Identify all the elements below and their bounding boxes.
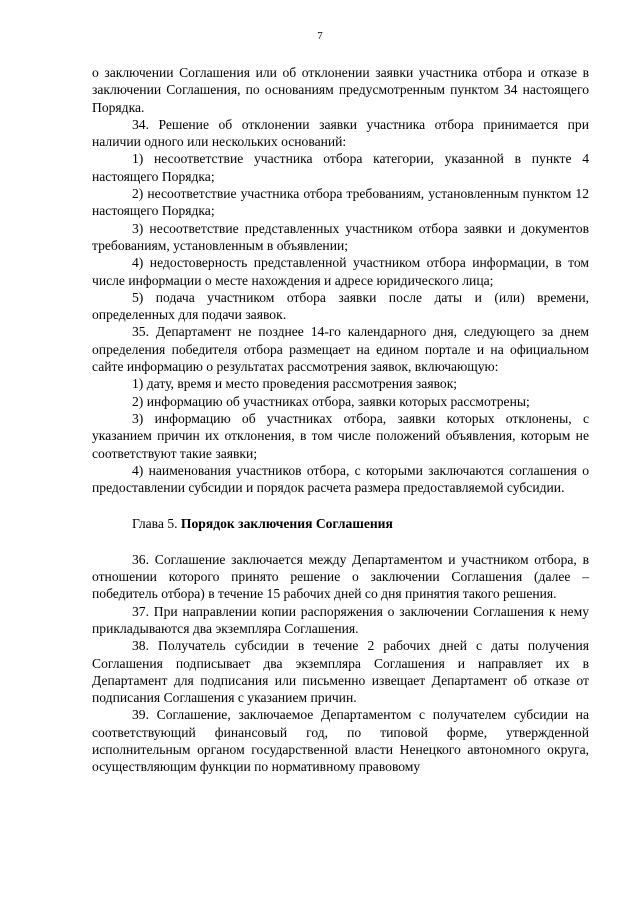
list-item-34-3: 3) несоответствие представленных участником отбора заявки и документов требованиям, установленным в объявлении;: [92, 220, 589, 253]
paragraph-item-35: 35. Департамент не позднее 14-го календарного дня, следующего за днем определения победителя отбора размещает на едином портале и на официальном сайте информацию о результатах рассмотрения заявок, включающую:: [92, 324, 589, 375]
list-item-35-4: 4) наименования участников отбора, с которыми заключаются соглашения о предоставлении субсидии и порядок расчета размера предоставляемой субсидии.: [92, 462, 589, 496]
paragraph-item-37: 37. При направлении копии распоряжения о заключении Соглашения к нему прикладываются два экземпляра Соглашения.: [92, 603, 589, 636]
list-item-34-4: 4) недостоверность представленной участником отбора информации, в том числе информации о месте нахождения и адресе юридического лица;: [92, 255, 589, 288]
list-item-35-1: 1) дату, время и место проведения рассмотрения заявок;: [132, 376, 458, 392]
paragraph-item-34: 34. Решение об отклонении заявки участника отбора принимается при наличии одного или нескольких оснований:: [92, 116, 589, 150]
chapter-heading: [92, 515, 589, 532]
chapter-prefix: Глава 5.: [132, 516, 181, 532]
paragraph-item-36: 36. Соглашение заключается между Департаментом и участником отбора, в отношении которого принято решение о заключении Соглашения (далее – победитель отбора) в течение 15 рабочих дней со дня принятия такого решения.: [92, 551, 589, 602]
paragraph-item-39: 39. Соглашение, заключаемое Департаментом с получателем субсидии на соответствующий финансовый год, по типовой форме, утвержденной исполнительным органом государственной власти Ненецкого автономного округа, осуществляющим функции по нормативному правовому: [92, 707, 589, 775]
list-item-35-3: 3) информацию об участниках отбора, заявки которых отклонены, с указанием причин их отклонения, в том числе положений объявления, которым не соответствуют такие заявки;: [92, 410, 589, 461]
list-item-34-5: 5) подача участником отбора заявки после даты и (или) времени, определенных для подачи заявок.: [92, 289, 589, 323]
paragraph-continuation: о заключении Соглашения или об отклонении заявки участника отбора и отказе в заключении Соглашения, по основаниям предусмотренным пунктом 34 настоящего Порядка.: [92, 65, 589, 115]
page-number: 7: [317, 30, 323, 42]
list-item-34-2: 2) несоответствие участника отбора требованиям, установленным пунктом 12 настоящего Порядка;: [92, 186, 589, 219]
paragraph-item-38: 38. Получатель субсидии в течение 2 рабочих дней с даты получения Соглашения подписывает два экземпляра Соглашения и направляет их в Департамент для подписания или письменно извещает Департамент об отказе от подписания Соглашения с указанием причин.: [92, 638, 589, 706]
document-body: [92, 64, 589, 776]
list-item-35-2: 2) информацию об участниках отбора, заявки которых рассмотрены;: [132, 393, 530, 409]
list-item-34-1: 1) несоответствие участника отбора категории, указанной в пункте 4 настоящего Порядка;: [92, 151, 589, 184]
chapter-title: Порядок заключения Соглашения: [180, 516, 393, 532]
